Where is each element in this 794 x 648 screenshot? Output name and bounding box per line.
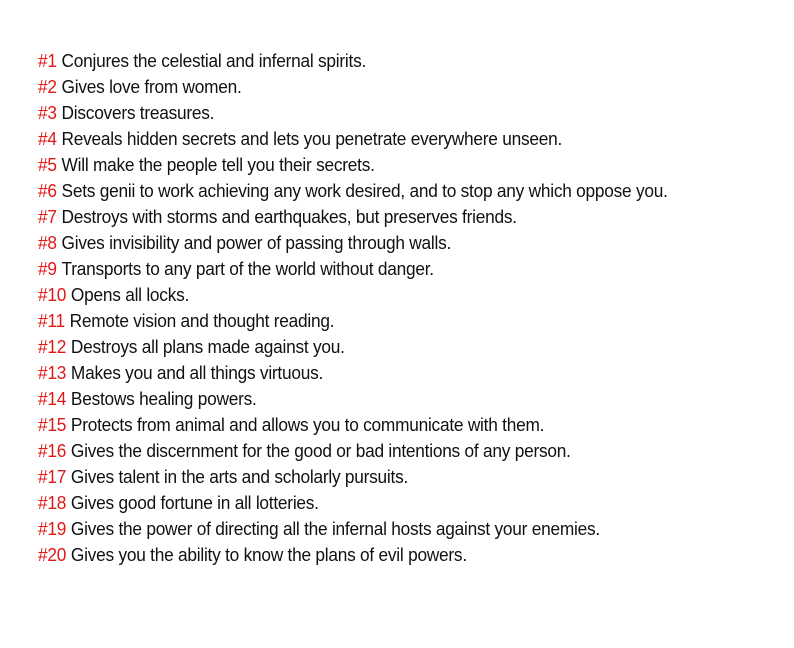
item-text: Gives the discernment for the good or bad intentions of any person. <box>70 441 571 461</box>
item-number: #17 <box>38 467 67 487</box>
list-item <box>38 542 748 568</box>
list-item <box>38 360 748 386</box>
item-number: #18 <box>38 493 67 513</box>
item-text: Destroys all plans made against you. <box>70 337 345 357</box>
list-item <box>38 438 748 464</box>
item-number: #12 <box>38 337 67 357</box>
item-text: Gives you the ability to know the plans of evil powers. <box>70 545 467 565</box>
item-text: Gives invisibility and power of passing through walls. <box>61 233 452 253</box>
item-text: Discovers treasures. <box>61 103 215 123</box>
item-text: Bestows healing powers. <box>70 389 257 409</box>
item-number: #16 <box>38 441 67 461</box>
list-item <box>38 204 748 230</box>
item-text: Gives the power of directing all the infernal hosts against your enemies. <box>70 519 600 539</box>
item-number: #20 <box>38 545 67 565</box>
list-item <box>38 126 748 152</box>
item-number: #14 <box>38 389 67 409</box>
list-item <box>38 490 748 516</box>
item-text: Opens all locks. <box>70 285 190 305</box>
list-item <box>38 230 748 256</box>
item-text: Sets genii to work achieving any work desired, and to stop any which oppose you. <box>61 181 668 201</box>
item-text: Gives talent in the arts and scholarly pursuits. <box>70 467 409 487</box>
item-number: #2 <box>38 77 57 97</box>
item-text: Transports to any part of the world without danger. <box>61 259 434 279</box>
item-text: Reveals hidden secrets and lets you penetrate everywhere unseen. <box>61 129 563 149</box>
list-item <box>38 464 748 490</box>
item-text: Makes you and all things virtuous. <box>70 363 324 383</box>
item-number: #9 <box>38 259 57 279</box>
list-item <box>38 178 748 204</box>
list-item <box>38 308 748 334</box>
item-text: Protects from animal and allows you to communicate with them. <box>70 415 545 435</box>
list-item <box>38 256 748 282</box>
list-item <box>38 412 748 438</box>
item-text: Gives love from women. <box>61 77 242 97</box>
list-item <box>38 74 748 100</box>
list-item <box>38 386 748 412</box>
item-text: Gives good fortune in all lotteries. <box>70 493 319 513</box>
item-number: #11 <box>38 311 65 331</box>
item-text: Conjures the celestial and infernal spirits. <box>61 51 367 71</box>
document-page <box>38 48 778 568</box>
list-item <box>38 152 748 178</box>
item-number: #3 <box>38 103 57 123</box>
item-number: #5 <box>38 155 57 175</box>
item-number: #13 <box>38 363 67 383</box>
item-number: #4 <box>38 129 57 149</box>
item-number: #1 <box>38 51 57 71</box>
item-number: #10 <box>38 285 67 305</box>
list-item <box>38 334 748 360</box>
item-number: #19 <box>38 519 67 539</box>
item-number: #6 <box>38 181 57 201</box>
list-item <box>38 100 748 126</box>
list-item <box>38 48 748 74</box>
item-number: #8 <box>38 233 57 253</box>
item-number: #7 <box>38 207 57 227</box>
list-item <box>38 282 748 308</box>
item-text: Destroys with storms and earthquakes, but preserves friends. <box>61 207 517 227</box>
list-item <box>38 516 748 542</box>
item-text: Remote vision and thought reading. <box>69 311 335 331</box>
item-text: Will make the people tell you their secrets. <box>61 155 375 175</box>
numbered-list <box>38 48 778 568</box>
item-number: #15 <box>38 415 67 435</box>
